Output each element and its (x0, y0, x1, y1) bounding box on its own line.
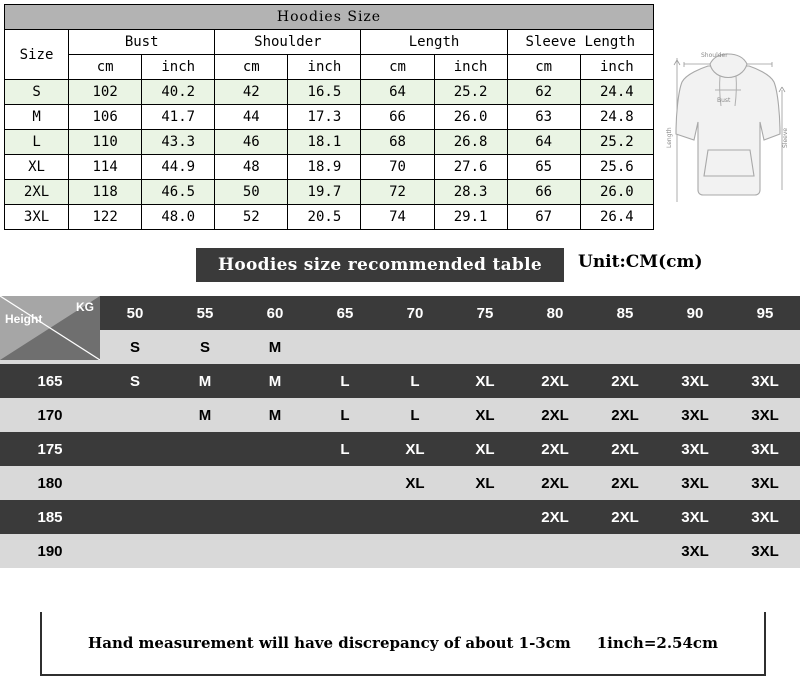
weight-header-60: 60 (240, 296, 310, 330)
header-size: Size (5, 30, 69, 80)
cell-bust-inch: 40.2 (142, 80, 215, 105)
cell-bust-inch: 44.9 (142, 155, 215, 180)
rec-cell (660, 330, 730, 364)
rec-cell (100, 398, 170, 432)
rec-cell (310, 330, 380, 364)
rec-cell: 3XL (660, 500, 730, 534)
rec-cell: XL (450, 466, 520, 500)
size-table-title: Hoodies Size (5, 5, 654, 30)
cell-bust-inch: 41.7 (142, 105, 215, 130)
cell-shoulder-cm: 42 (215, 80, 288, 105)
cell-shoulder-inch: 18.1 (288, 130, 361, 155)
rec-cell (170, 500, 240, 534)
rec-cell: 2XL (590, 364, 660, 398)
weight-header-50: 50 (100, 296, 170, 330)
height-label: 180 (0, 466, 100, 500)
unit-bust-inch: inch (142, 55, 215, 80)
size-table-title-row (5, 5, 654, 30)
weight-header-95: 95 (730, 296, 800, 330)
cell-bust-cm: 102 (69, 80, 142, 105)
row-size: 3XL (5, 205, 69, 230)
axis-label-height: Height (5, 312, 43, 326)
cell-sleeve-inch: 24.4 (580, 80, 653, 105)
cell-sleeve-inch: 26.4 (580, 205, 653, 230)
weight-header-65: 65 (310, 296, 380, 330)
rec-cell: L (380, 364, 450, 398)
weight-header-90: 90 (660, 296, 730, 330)
measurement-discrepancy-note: Hand measurement will have discrepancy of about 1-3cm (88, 634, 571, 652)
rec-cell (100, 432, 170, 466)
rec-cell: XL (450, 398, 520, 432)
figure-sleeve-label: Sleeve (782, 127, 789, 148)
table-row (5, 105, 654, 130)
cell-sleeve-inch: 25.2 (580, 130, 653, 155)
rec-cell (240, 534, 310, 568)
cell-shoulder-inch: 20.5 (288, 205, 361, 230)
cell-bust-cm: 110 (69, 130, 142, 155)
table-row (5, 80, 654, 105)
rec-cell: 2XL (590, 432, 660, 466)
rec-cell: 2XL (520, 398, 590, 432)
weight-header-70: 70 (380, 296, 450, 330)
rec-cell (170, 432, 240, 466)
cell-bust-inch: 48.0 (142, 205, 215, 230)
cell-sleeve-inch: 26.0 (580, 180, 653, 205)
header-sleeve-length: Sleeve Length (507, 30, 653, 55)
rec-cell (100, 466, 170, 500)
table-row (0, 466, 800, 500)
size-table-unit-header-row (5, 55, 654, 80)
rec-cell: M (170, 398, 240, 432)
rec-cell: XL (450, 364, 520, 398)
cell-shoulder-cm: 48 (215, 155, 288, 180)
rec-cell: XL (380, 466, 450, 500)
row-size: L (5, 130, 69, 155)
size-chart-section (0, 0, 800, 232)
rec-cell (100, 500, 170, 534)
unit-length-cm: cm (361, 55, 434, 80)
rec-cell: 2XL (590, 466, 660, 500)
rec-cell: 2XL (520, 364, 590, 398)
hoodie-diagram (660, 30, 796, 200)
rec-cell (170, 466, 240, 500)
table-row (0, 398, 800, 432)
unit-length-inch: inch (434, 55, 507, 80)
row-size: 2XL (5, 180, 69, 205)
cell-sleeve-cm: 63 (507, 105, 580, 130)
cell-length-inch: 27.6 (434, 155, 507, 180)
table-row (5, 130, 654, 155)
weight-header-55: 55 (170, 296, 240, 330)
rec-cell: M (240, 330, 310, 364)
rec-cell (240, 432, 310, 466)
height-label: 185 (0, 500, 100, 534)
recommended-title-bar (0, 248, 800, 288)
rec-cell (590, 330, 660, 364)
recommended-unit-label: Unit:CM(cm) (578, 252, 703, 272)
weight-header-80: 80 (520, 296, 590, 330)
figure-bust-label: Bust (717, 97, 731, 104)
row-size: M (5, 105, 69, 130)
cell-shoulder-inch: 18.9 (288, 155, 361, 180)
rec-cell: 3XL (660, 432, 730, 466)
unit-sleeve-cm: cm (507, 55, 580, 80)
figure-length-label: Length (666, 127, 673, 148)
rec-cell (450, 330, 520, 364)
cell-shoulder-cm: 46 (215, 130, 288, 155)
rec-cell: 3XL (730, 534, 800, 568)
cell-bust-cm: 114 (69, 155, 142, 180)
rec-cell: L (310, 398, 380, 432)
height-label: 175 (0, 432, 100, 466)
rec-cell (380, 330, 450, 364)
header-shoulder: Shoulder (215, 30, 361, 55)
rec-cell (380, 500, 450, 534)
height-label: 165 (0, 364, 100, 398)
rec-cell: 2XL (520, 500, 590, 534)
rec-cell (310, 534, 380, 568)
hoodies-size-table-wrapper (4, 4, 654, 230)
rec-cell (730, 330, 800, 364)
cell-sleeve-cm: 67 (507, 205, 580, 230)
weight-header-75: 75 (450, 296, 520, 330)
rec-cell (520, 534, 590, 568)
unit-shoulder-cm: cm (215, 55, 288, 80)
table-row (5, 180, 654, 205)
rec-cell: 3XL (730, 466, 800, 500)
unit-shoulder-inch: inch (288, 55, 361, 80)
unit-sleeve-inch: inch (580, 55, 653, 80)
cell-sleeve-cm: 62 (507, 80, 580, 105)
cell-length-inch: 25.2 (434, 80, 507, 105)
rec-cell: 3XL (660, 466, 730, 500)
cell-length-inch: 26.0 (434, 105, 507, 130)
recommended-table-wrapper (0, 296, 800, 568)
cell-shoulder-inch: 16.5 (288, 80, 361, 105)
cell-length-cm: 66 (361, 105, 434, 130)
row-size: XL (5, 155, 69, 180)
cell-length-cm: 64 (361, 80, 434, 105)
cell-shoulder-cm: 50 (215, 180, 288, 205)
rec-cell (310, 466, 380, 500)
rec-cell: S (100, 330, 170, 364)
rec-cell (590, 534, 660, 568)
rec-cell: M (240, 398, 310, 432)
footer-note (40, 612, 766, 676)
rec-cell (170, 534, 240, 568)
unit-bust-cm: cm (69, 55, 142, 80)
cell-length-inch: 28.3 (434, 180, 507, 205)
rec-cell: L (380, 398, 450, 432)
rec-cell (450, 534, 520, 568)
rec-cell (520, 330, 590, 364)
cell-sleeve-inch: 24.8 (580, 105, 653, 130)
table-row (0, 330, 800, 364)
header-length: Length (361, 30, 507, 55)
cell-shoulder-inch: 19.7 (288, 180, 361, 205)
size-table-group-header-row (5, 30, 654, 55)
rec-cell: M (170, 364, 240, 398)
cell-sleeve-cm: 65 (507, 155, 580, 180)
table-row (0, 500, 800, 534)
rec-cell: L (310, 432, 380, 466)
cell-sleeve-cm: 64 (507, 130, 580, 155)
cell-bust-inch: 43.3 (142, 130, 215, 155)
table-row (0, 432, 800, 466)
cell-length-inch: 29.1 (434, 205, 507, 230)
rec-cell: 3XL (730, 500, 800, 534)
rec-cell: 2XL (590, 500, 660, 534)
rec-cell: S (170, 330, 240, 364)
cell-bust-cm: 118 (69, 180, 142, 205)
rec-cell: 3XL (660, 398, 730, 432)
rec-cell: 3XL (730, 398, 800, 432)
table-row (0, 534, 800, 568)
rec-cell: S (100, 364, 170, 398)
axis-label-kg: KG (76, 300, 94, 314)
cell-sleeve-inch: 25.6 (580, 155, 653, 180)
weight-header-85: 85 (590, 296, 660, 330)
rec-cell: 3XL (660, 534, 730, 568)
header-bust: Bust (69, 30, 215, 55)
rec-cell: 3XL (660, 364, 730, 398)
rec-cell (240, 466, 310, 500)
rec-cell: 3XL (730, 432, 800, 466)
height-label: 190 (0, 534, 100, 568)
table-row (0, 364, 800, 398)
table-row (5, 205, 654, 230)
recommended-header-row (0, 296, 800, 330)
rec-cell: XL (380, 432, 450, 466)
rec-cell: L (310, 364, 380, 398)
cell-length-cm: 72 (361, 180, 434, 205)
rec-cell: 3XL (730, 364, 800, 398)
recommended-size-table (0, 296, 800, 568)
table-row (5, 155, 654, 180)
rec-cell: 2XL (520, 466, 590, 500)
cell-length-inch: 26.8 (434, 130, 507, 155)
row-size: S (5, 80, 69, 105)
cell-length-cm: 68 (361, 130, 434, 155)
cell-shoulder-cm: 52 (215, 205, 288, 230)
rec-cell (380, 534, 450, 568)
rec-cell (450, 500, 520, 534)
cell-bust-inch: 46.5 (142, 180, 215, 205)
rec-cell (240, 500, 310, 534)
cell-shoulder-cm: 44 (215, 105, 288, 130)
height-label: 170 (0, 398, 100, 432)
rec-cell (100, 534, 170, 568)
axis-corner-cell (0, 296, 100, 330)
cell-bust-cm: 106 (69, 105, 142, 130)
inch-conversion-note: 1inch=2.54cm (596, 634, 718, 652)
rec-cell: 2XL (590, 398, 660, 432)
cell-shoulder-inch: 17.3 (288, 105, 361, 130)
hoodies-size-table (4, 4, 654, 230)
figure-shoulder-label: Shoulder (701, 52, 728, 59)
cell-sleeve-cm: 66 (507, 180, 580, 205)
recommended-title: Hoodies size recommended table (196, 248, 564, 282)
cell-length-cm: 70 (361, 155, 434, 180)
rec-cell: M (240, 364, 310, 398)
rec-cell: 2XL (520, 432, 590, 466)
cell-length-cm: 74 (361, 205, 434, 230)
rec-cell: XL (450, 432, 520, 466)
rec-cell (310, 500, 380, 534)
cell-bust-cm: 122 (69, 205, 142, 230)
